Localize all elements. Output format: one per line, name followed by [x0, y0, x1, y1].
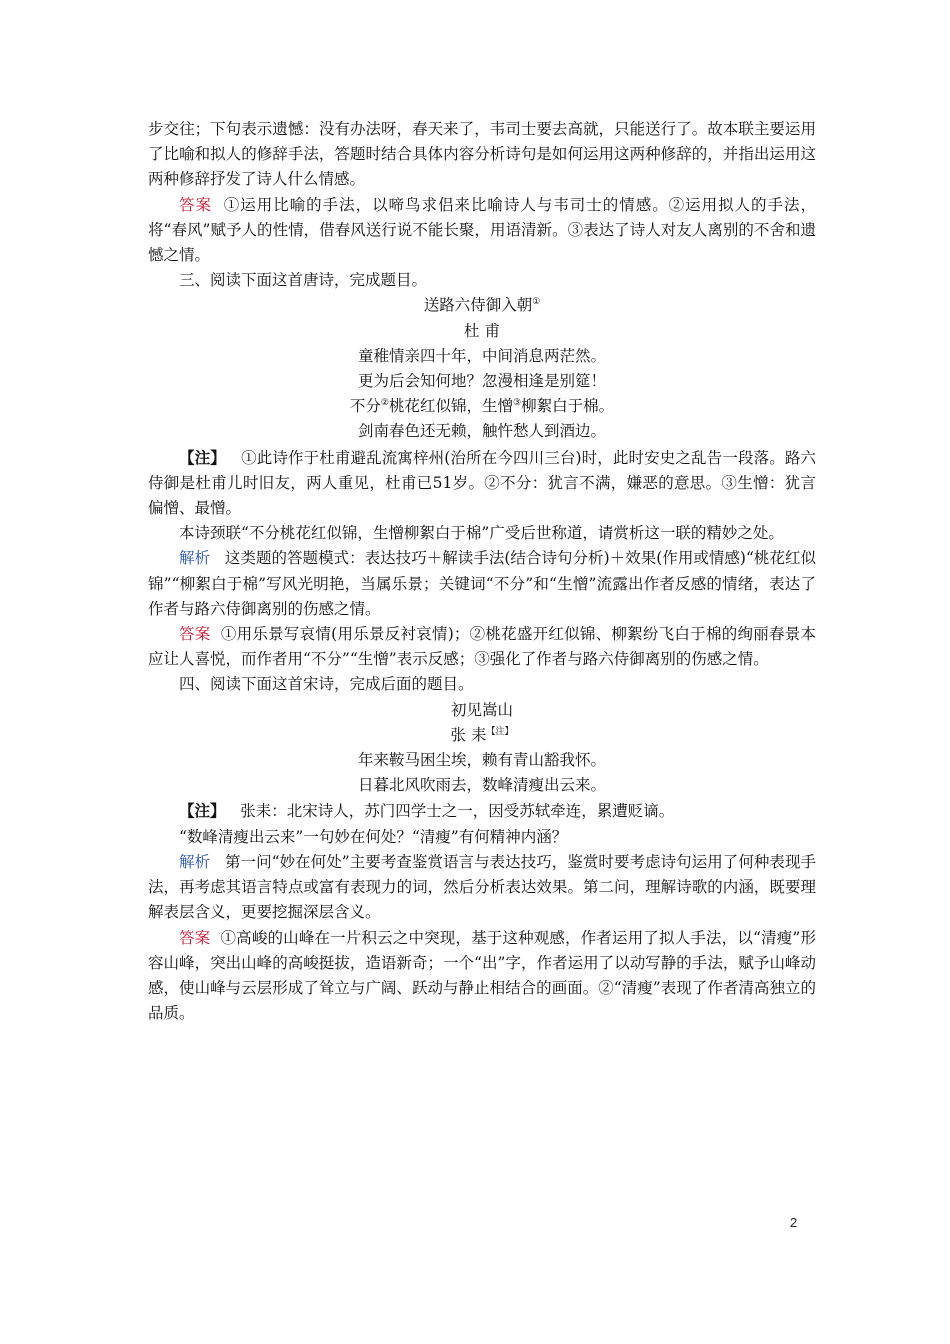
- answer-text: ①用乐景写哀情(用乐景反衬哀情)；②桃花盛开红似锦、柳絮纷飞白于棉的绚丽春景本应让人喜悦，而作者用“不分”“生憎”表示反感；③强化了作者与路六侍御离别的伤感之情。: [148, 625, 816, 669]
- note-text: ①此诗作于杜甫避乱流寓梓州(治所在今四川三台)时，此时安史之乱告一段落。路六侍御是杜甫儿时旧友，两人重见，杜甫已51岁。②不分：犹言不满，嫌恶的意思。③生憎：犹言偏憎、最憎。: [148, 448, 816, 518]
- answer-label: 答案: [179, 625, 211, 644]
- answer-text: ①运用比喻的手法，以啼鸟求侣来比喻诗人与韦司士的情感。②运用拟人的手法，将“春风”赋予人的性情，借春风送行说不能长聚，用语清新。③表达了诗人对友人离别的不舍和遗憾之情。: [148, 195, 816, 265]
- poem-title: 送路六侍御入朝①: [423, 296, 541, 315]
- analysis-paragraph: [148, 850, 816, 926]
- answer-label: 答案: [179, 928, 211, 947]
- note-paragraph: [148, 445, 816, 522]
- poem-author: 张 耒$^{【注】}$: [450, 725, 514, 744]
- note-label: 【注】: [179, 447, 226, 467]
- analysis-continuation: 步交往；下句表示遗憾：没有办法呀，春天来了，韦司士要去高就，只能送行了。故本联主要运用了比喻和拟人的修辞手法，答题时结合具体内容分析诗句是如何运用这两种修辞的，并指出运用这两种修辞抒发了诗人什么情感。: [148, 120, 816, 189]
- question-paragraph: 本诗颈联“不分桃花红似锦，生憎柳絮白于棉”广受后世称道，请赏析这一联的精妙之处。: [179, 524, 784, 543]
- poem-line: 童稚情亲四十年，中间消息两茫然。: [357, 346, 606, 365]
- answer-paragraph-2: [148, 193, 816, 269]
- note-text: 张耒：北宋诗人，苏门四学士之一，因受苏轼牵连，累遭贬谪。: [240, 802, 675, 821]
- page-number: 2: [790, 1215, 798, 1230]
- footnote-marker: ③: [513, 398, 522, 409]
- poem-author: 杜 甫: [464, 321, 500, 340]
- answer-text: ①高峻的山峰在一片积云之中突现，基于这种观感，作者运用了拟人手法，以“清瘦”形容山峰，突出山峰的高峻挺拔，造语新奇；一个“出”字，作者运用了以动写静的手法，赋予山峰动感，使山峰与云层形成了耸立与广阔、跃动与静止相结合的画面。②“清瘦”表现了作者清高独立的品质。: [148, 928, 816, 1023]
- analysis-text: 第一问“妙在何处”主要考查鉴赏语言与表达技巧，鉴赏时要考虑诗句运用了何种表现手法，再考虑其语言特点或富有表现力的词，然后分析表达效果。第二问，理解诗歌的内涵，既要理解表层含义，更要挖掘深层含义。: [148, 852, 816, 922]
- question-paragraph: “数峰清瘦出云来”一句妙在何处？“清瘦”有何精神内涵？: [179, 827, 568, 846]
- answer-label: 答案: [179, 195, 212, 214]
- poem-line: 年来鞍马困尘埃，赖有青山豁我怀。: [357, 751, 606, 770]
- poem-line: 剑南春色还无赖，触忤愁人到酒边。: [357, 422, 606, 441]
- poem-line: 日暮北风吹雨去，数峰清瘦出云来。: [357, 776, 606, 795]
- note-paragraph: [148, 798, 816, 824]
- poem-line: 更为后会知何地？忽漫相逢是别筵！: [357, 372, 606, 391]
- section-4-heading: 四、阅读下面这首宋诗，完成后面的题目。: [179, 675, 474, 694]
- analysis-text: 这类题的答题模式：表达技巧＋解读手法(结合诗句分析)＋效果(作用或情感)“桃花红似锦”“柳絮白于棉”写风光明艳，当属乐景；关键词“不分”和“生憎”流露出作者反感的情绪，表达了作者与路六侍御离别的伤感之情。: [148, 549, 816, 618]
- note-label: 【注】: [179, 801, 226, 821]
- footnote-marker: ①: [532, 297, 541, 308]
- analysis-label: 解析: [179, 852, 211, 871]
- footnote-marker: 【注】: [486, 726, 514, 737]
- analysis-paragraph: [148, 546, 816, 622]
- analysis-label: 解析: [179, 549, 211, 568]
- poem-line: 不分②桃花红似锦，生憎③柳絮白于棉。: [349, 397, 615, 416]
- section-3-heading: 三、阅读下面这首唐诗，完成题目。: [179, 271, 428, 290]
- poem-title: 初见嵩山: [450, 700, 513, 719]
- footnote-marker: ②: [380, 398, 389, 409]
- page-content: [148, 117, 816, 1026]
- answer-paragraph-3: [148, 622, 816, 672]
- answer-paragraph-4: [148, 926, 816, 1027]
